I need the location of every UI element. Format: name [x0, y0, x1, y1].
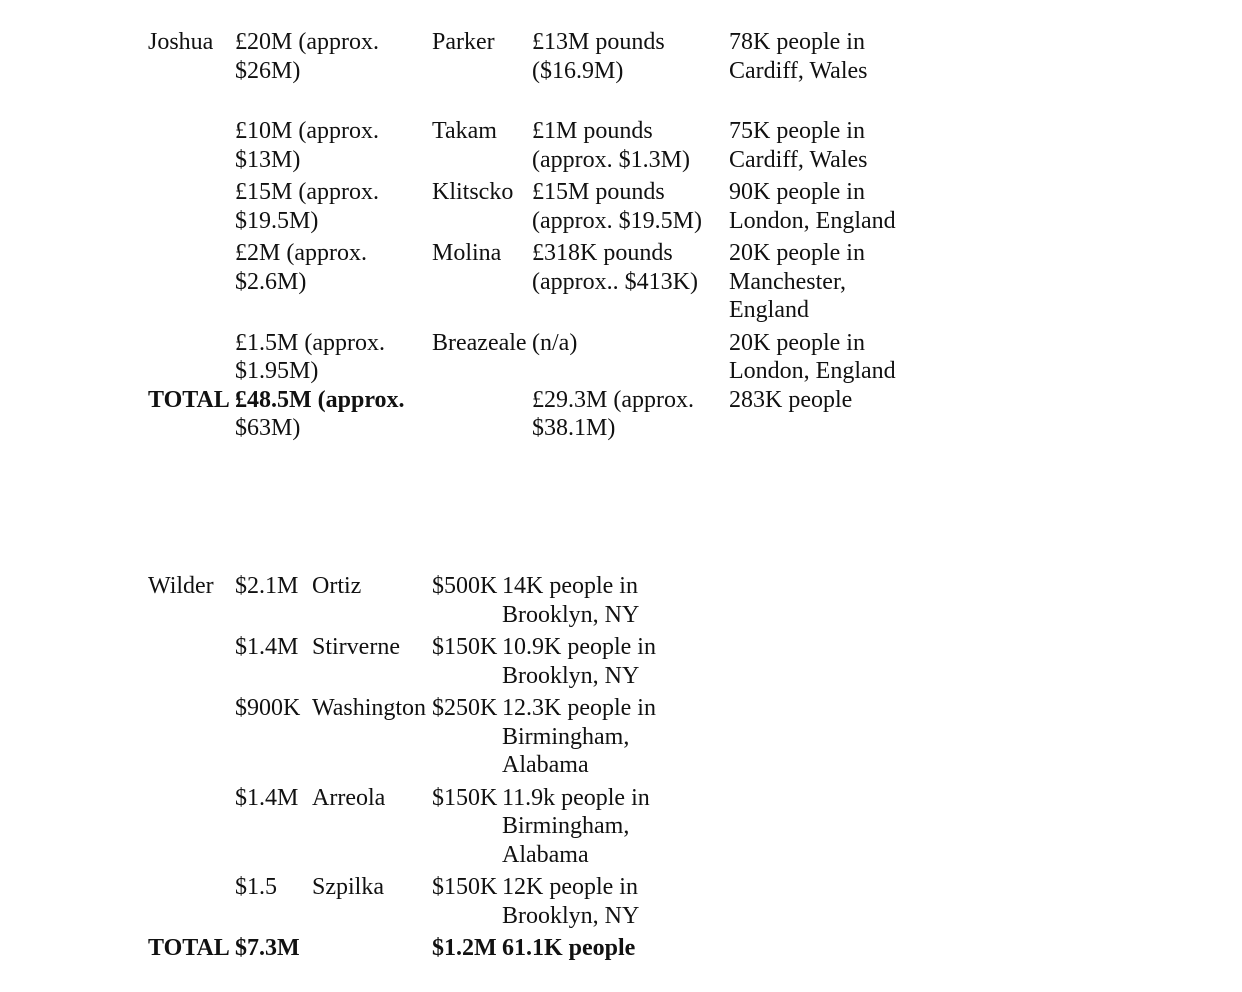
attendance: 10.9K people in Brooklyn, NY — [502, 634, 656, 689]
opponent-name: Klitscko — [432, 179, 514, 205]
opponent-purse: $150K — [432, 634, 498, 660]
fighter-name — [148, 694, 235, 784]
total-label: TOTAL — [148, 935, 230, 961]
fighter-name — [148, 784, 235, 874]
opponent-name: Molina — [432, 240, 502, 266]
total-purse-second-line: $63M) — [235, 415, 301, 441]
fighter-name — [148, 178, 235, 239]
table-row — [148, 329, 904, 386]
opponent-purse: £15M pounds (approx. $19.5M) — [532, 179, 702, 234]
opponent-purse: £1M pounds (approx. $1.3M) — [532, 118, 690, 173]
fighter-purse: $900K — [235, 695, 301, 721]
opponent-purse: $150K — [432, 874, 498, 900]
table-row — [148, 784, 662, 874]
opponent-purse: $250K — [432, 695, 498, 721]
table-row — [148, 178, 904, 239]
total-purse-first-line: £48.5M (approx. — [235, 386, 405, 413]
opponent-name: Arreola — [312, 784, 386, 811]
opponent-name: Stirverne — [312, 634, 400, 660]
fighter-name — [148, 329, 235, 386]
attendance: 20K people in Manchester, England — [729, 240, 865, 323]
attendance: 78K people in Cardiff, Wales — [729, 29, 868, 84]
table-row — [148, 239, 904, 329]
attendance: 14K people in Brooklyn, NY — [502, 573, 640, 628]
opponent-name: Szpilka — [312, 874, 384, 900]
attendance: 75K people in Cardiff, Wales — [729, 118, 868, 173]
attendance: 11.9k people in Birmingham, Alabama — [502, 784, 650, 868]
total-attendance: 283K people — [729, 386, 853, 413]
total-fighter-purse: $7.3M — [235, 935, 300, 961]
fighter-purse: £10M (approx. $13M) — [235, 118, 379, 173]
wilder-fights-table — [148, 572, 662, 963]
total-opponent-purse: $1.2M — [432, 935, 497, 961]
fighter-name — [148, 873, 235, 934]
attendance: 12.3K people in Birmingham, Alabama — [502, 695, 656, 778]
table-row — [148, 28, 904, 117]
opponent-purse: £13M pounds ($16.9M) — [532, 29, 665, 84]
fighter-purse: £2M (approx. $2.6M) — [235, 240, 367, 295]
attendance: 12K people in Brooklyn, NY — [502, 874, 640, 929]
fighter-name: Joshua — [148, 29, 214, 55]
fighter-purse: £15M (approx. $19.5M) — [235, 179, 379, 234]
joshua-fights-table — [148, 28, 904, 443]
table-row — [148, 117, 904, 178]
total-label: TOTAL — [148, 386, 230, 413]
fighter-purse: $1.4M — [235, 784, 299, 811]
attendance: 90K people in London, England — [729, 179, 896, 234]
fighter-purse: £20M (approx. $26M) — [235, 29, 379, 84]
total-opponent-spacer — [312, 934, 432, 963]
table-row — [148, 572, 662, 633]
fighter-name — [148, 117, 235, 178]
total-attendance: 61.1K people — [502, 935, 636, 961]
fighter-name — [148, 239, 235, 329]
fighter-purse: £1.5M (approx. $1.95M) — [235, 329, 385, 384]
opponent-name: Parker — [432, 29, 495, 55]
opponent-name: Breazeale — [432, 329, 527, 356]
opponent-purse: $500K — [432, 573, 498, 599]
opponent-name: Takam — [432, 118, 497, 144]
fighter-name — [148, 633, 235, 694]
table-row — [148, 633, 662, 694]
table-row — [148, 873, 662, 934]
opponent-purse: $150K — [432, 784, 498, 811]
opponent-purse: (n/a) — [532, 329, 578, 356]
fighter-name: Wilder — [148, 573, 214, 599]
fighter-purse: $1.5 — [235, 874, 277, 900]
opponent-purse: £318K pounds (approx.. $413K) — [532, 240, 698, 295]
total-opponent-spacer — [432, 386, 532, 443]
total-opponent-purse: £29.3M (approx. $38.1M) — [532, 386, 694, 441]
table-row — [148, 694, 662, 784]
fighter-purse: $2.1M — [235, 573, 299, 599]
fighter-purse: $1.4M — [235, 634, 299, 660]
attendance: 20K people in London, England — [729, 329, 896, 384]
opponent-name: Ortiz — [312, 573, 362, 599]
total-row — [148, 934, 662, 963]
total-row — [148, 386, 904, 443]
total-fighter-purse — [235, 386, 432, 443]
opponent-name: Washington — [312, 695, 427, 721]
